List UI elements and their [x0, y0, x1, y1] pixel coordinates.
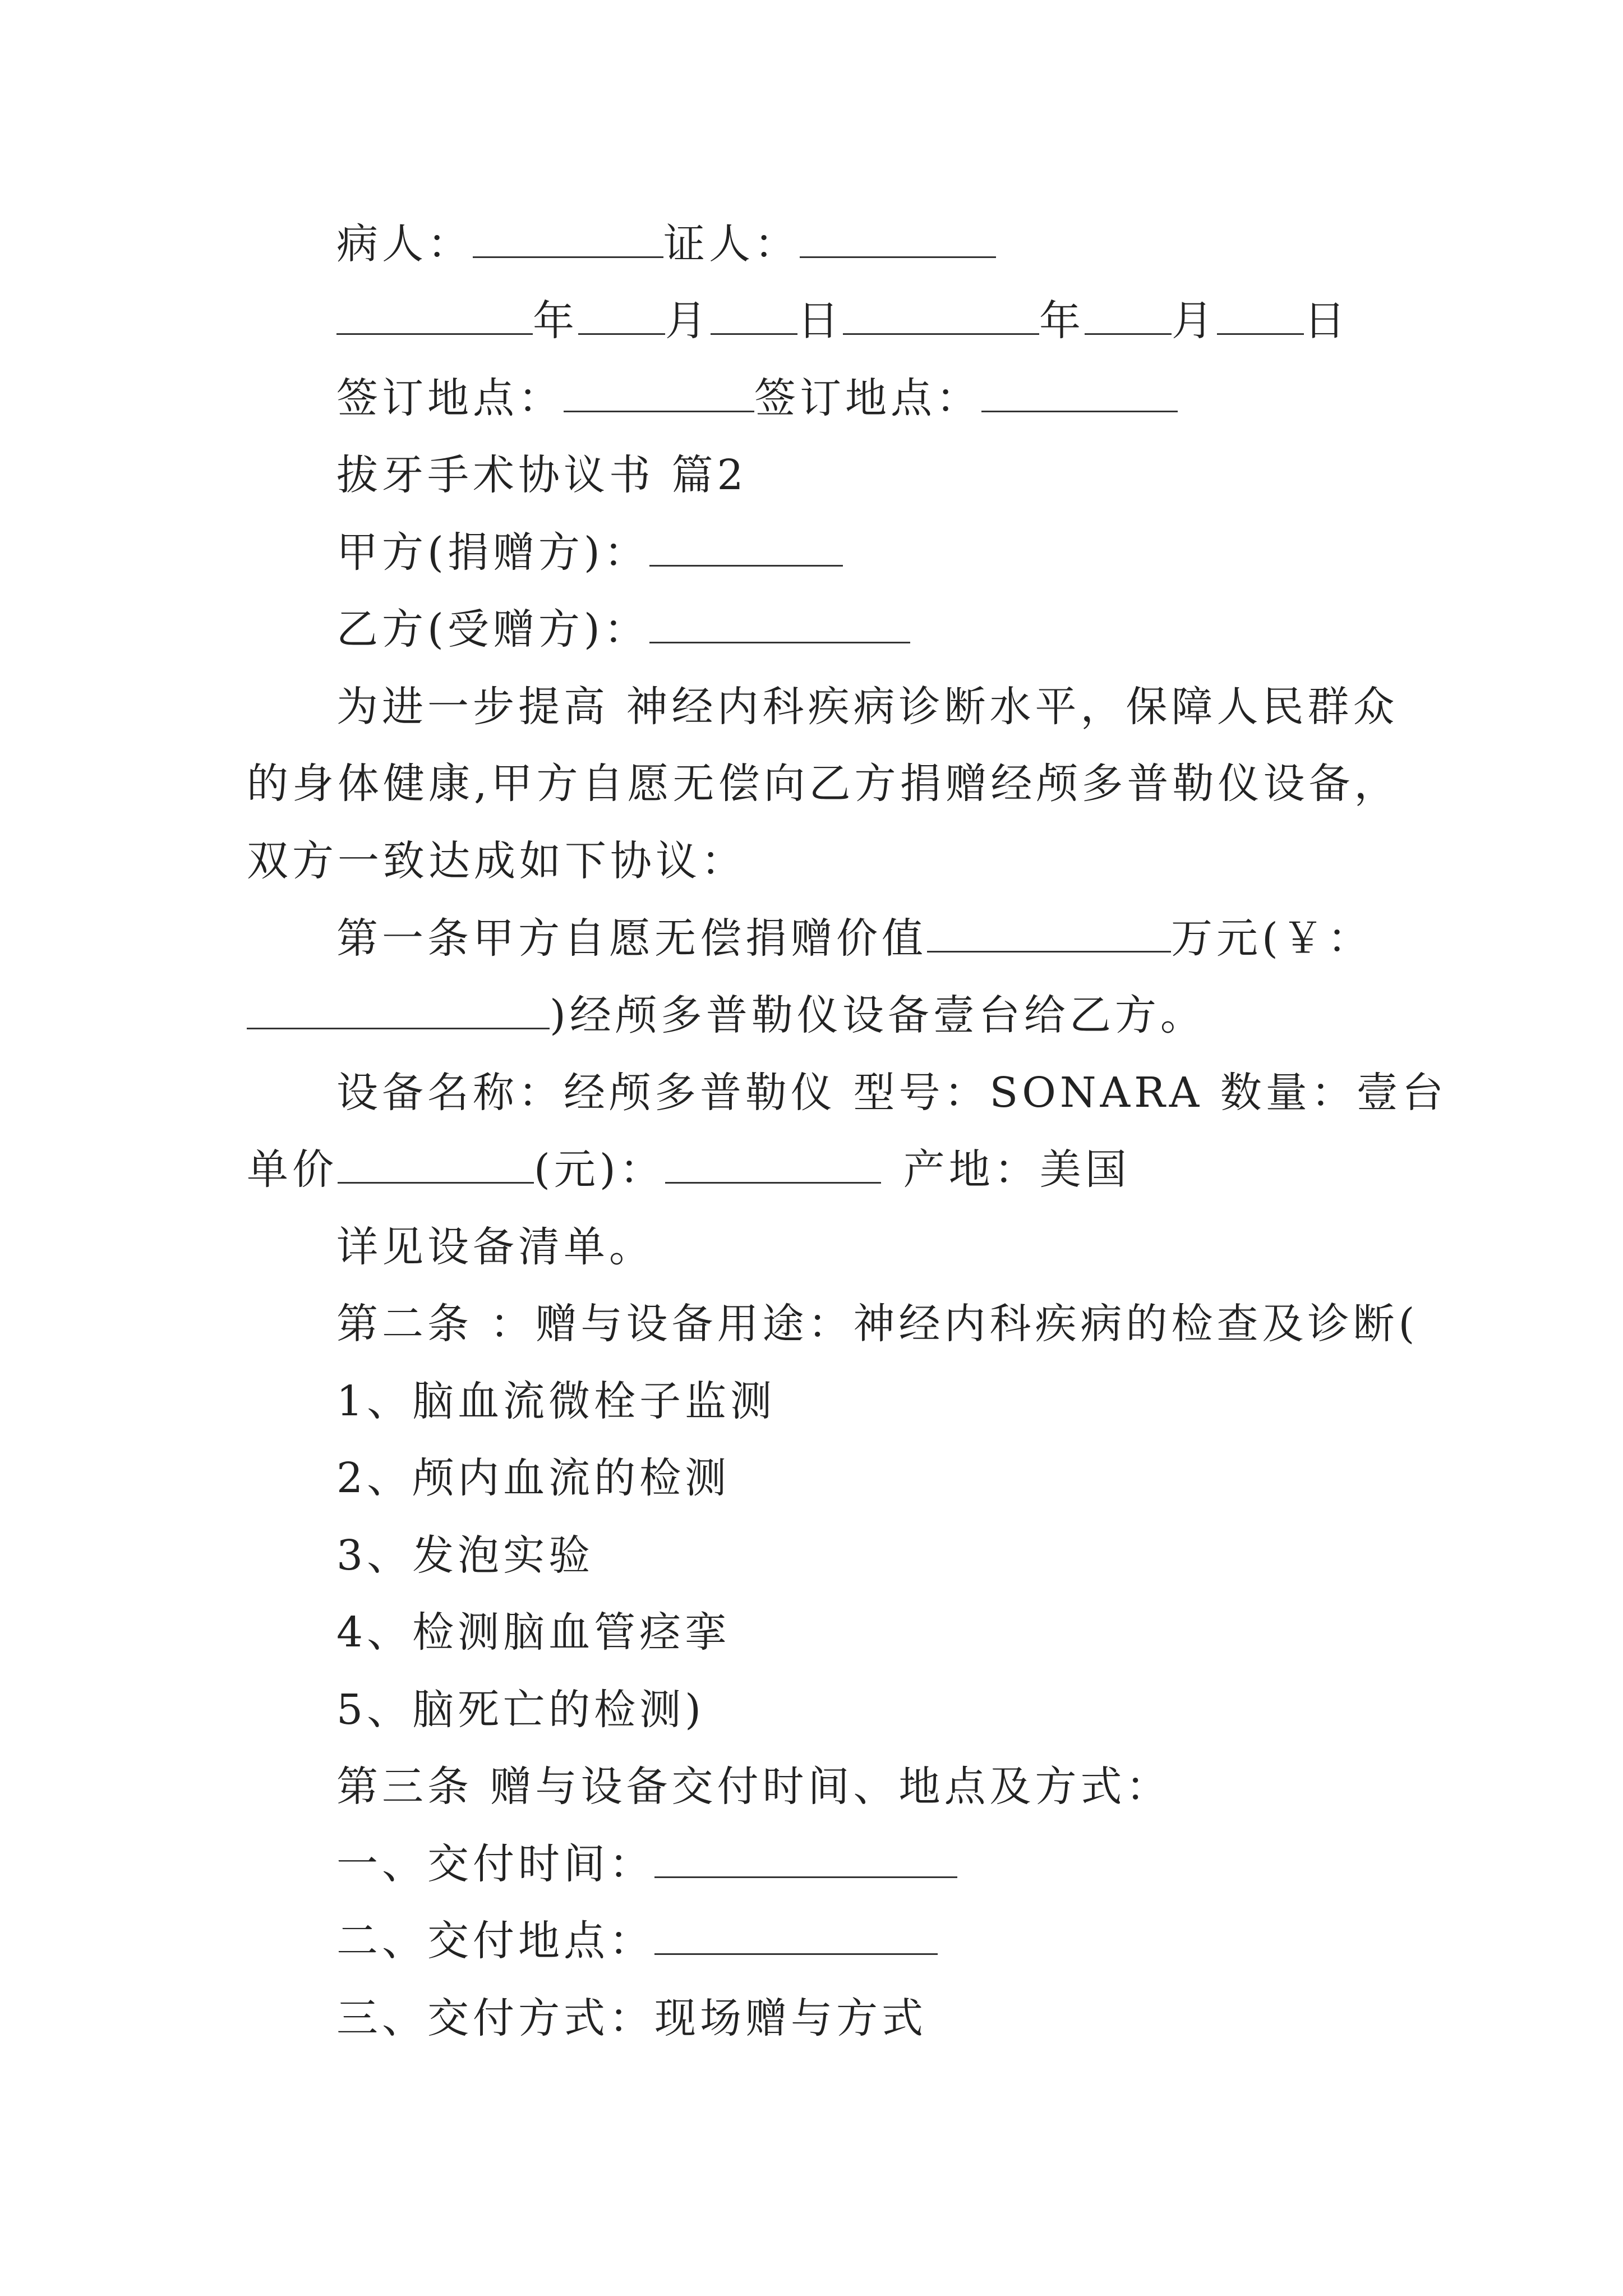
- witness-label: 证人：: [663, 220, 800, 268]
- article-1-text: 第一条甲方自愿无偿捐赠价值: [336, 914, 927, 963]
- intro-line-2: 的身体健康,甲方自愿无偿向乙方捐赠经颅多普勒仪设备，: [247, 760, 1400, 808]
- origin-label: 产地：美国: [903, 1145, 1131, 1194]
- signing-place-label-1: 签订地点：: [336, 374, 564, 422]
- use-item-1: 1、脑血流微栓子监测: [336, 1377, 776, 1425]
- see-list-line: 详见设备清单。: [336, 1223, 654, 1271]
- amount-blank[interactable]: [927, 915, 1171, 953]
- article-1-line-1: [336, 910, 1373, 967]
- amount-figure-blank[interactable]: [247, 992, 550, 1029]
- article-3-line: 第三条 赠与设备交付时间、地点及方式：: [336, 1763, 1172, 1811]
- signing-place-blank-2[interactable]: [981, 375, 1178, 412]
- delivery-place-blank[interactable]: [654, 1917, 938, 1955]
- year-blank-1[interactable]: [336, 297, 533, 335]
- patient-blank[interactable]: [473, 220, 663, 258]
- equipment-line-1: 设备名称：经颅多普勒仪 型号：SONARA 数量：壹台: [336, 1069, 1447, 1117]
- signing-place-label-2: 签订地点：: [754, 374, 981, 422]
- party-b-blank[interactable]: [649, 606, 910, 643]
- year-blank-2[interactable]: [843, 297, 1039, 335]
- party-b-label: 乙方(受赠方)：: [336, 605, 649, 654]
- delivery-place-label: 二、交付地点：: [336, 1917, 654, 1965]
- unit-price-blank[interactable]: [338, 1146, 534, 1184]
- year-label-1: 年: [533, 297, 578, 345]
- article-2-line: 第二条 ：赠与设备用途：神经内科疾病的检查及诊断(: [336, 1300, 1419, 1348]
- day-label-1: 日: [797, 297, 843, 345]
- signing-place-line: [336, 370, 1178, 426]
- month-blank-2[interactable]: [1085, 297, 1172, 335]
- day-blank-1[interactable]: [711, 297, 797, 335]
- article-1-unit: 万元(￥：: [1171, 914, 1373, 963]
- witness-blank[interactable]: [800, 220, 996, 258]
- article-1-tail: )经颅多普勒仪设备壹台给乙方。: [550, 991, 1206, 1039]
- intro-line-3: 双方一致达成如下协议：: [247, 837, 746, 885]
- month-label-2: 月: [1172, 297, 1217, 345]
- article-1-line-2: [247, 987, 1206, 1043]
- date-line: [336, 293, 1349, 349]
- use-item-2: 2、颅内血流的检测: [336, 1454, 731, 1502]
- party-a-label: 甲方(捐赠方)：: [336, 528, 649, 577]
- delivery-time-label: 一、交付时间：: [336, 1840, 654, 1888]
- delivery-method-line: 三、交付方式：现场赠与方式: [336, 1994, 927, 2042]
- unit-price-label: 单价: [247, 1145, 338, 1194]
- year-label-2: 年: [1039, 297, 1085, 345]
- day-blank-2[interactable]: [1217, 297, 1304, 335]
- day-label-2: 日: [1304, 297, 1349, 345]
- party-a-blank[interactable]: [649, 529, 843, 567]
- equipment-line-2: [247, 1142, 1131, 1198]
- use-item-5: 5、脑死亡的检测): [336, 1686, 705, 1734]
- intro-line-1: 为进一步提高 神经内科疾病诊断水平，保障人民群众: [336, 683, 1399, 731]
- use-item-3: 3、发泡实验: [336, 1531, 594, 1580]
- patient-label: 病人：: [336, 220, 473, 268]
- signature-line: [336, 216, 996, 272]
- signing-place-blank-1[interactable]: [564, 375, 754, 412]
- use-item-4: 4、检测脑血管痉挛: [336, 1608, 731, 1657]
- delivery-time-line: [336, 1836, 957, 1892]
- section-title: 拔牙手术协议书 篇2: [336, 451, 748, 499]
- currency-blank[interactable]: [665, 1146, 881, 1184]
- delivery-place-line: [336, 1913, 938, 1969]
- month-label-1: 月: [665, 297, 711, 345]
- currency-label: (元)：: [534, 1145, 665, 1194]
- party-a-line: [336, 524, 843, 581]
- delivery-time-blank[interactable]: [654, 1841, 957, 1878]
- month-blank-1[interactable]: [578, 297, 665, 335]
- party-b-line: [336, 601, 910, 657]
